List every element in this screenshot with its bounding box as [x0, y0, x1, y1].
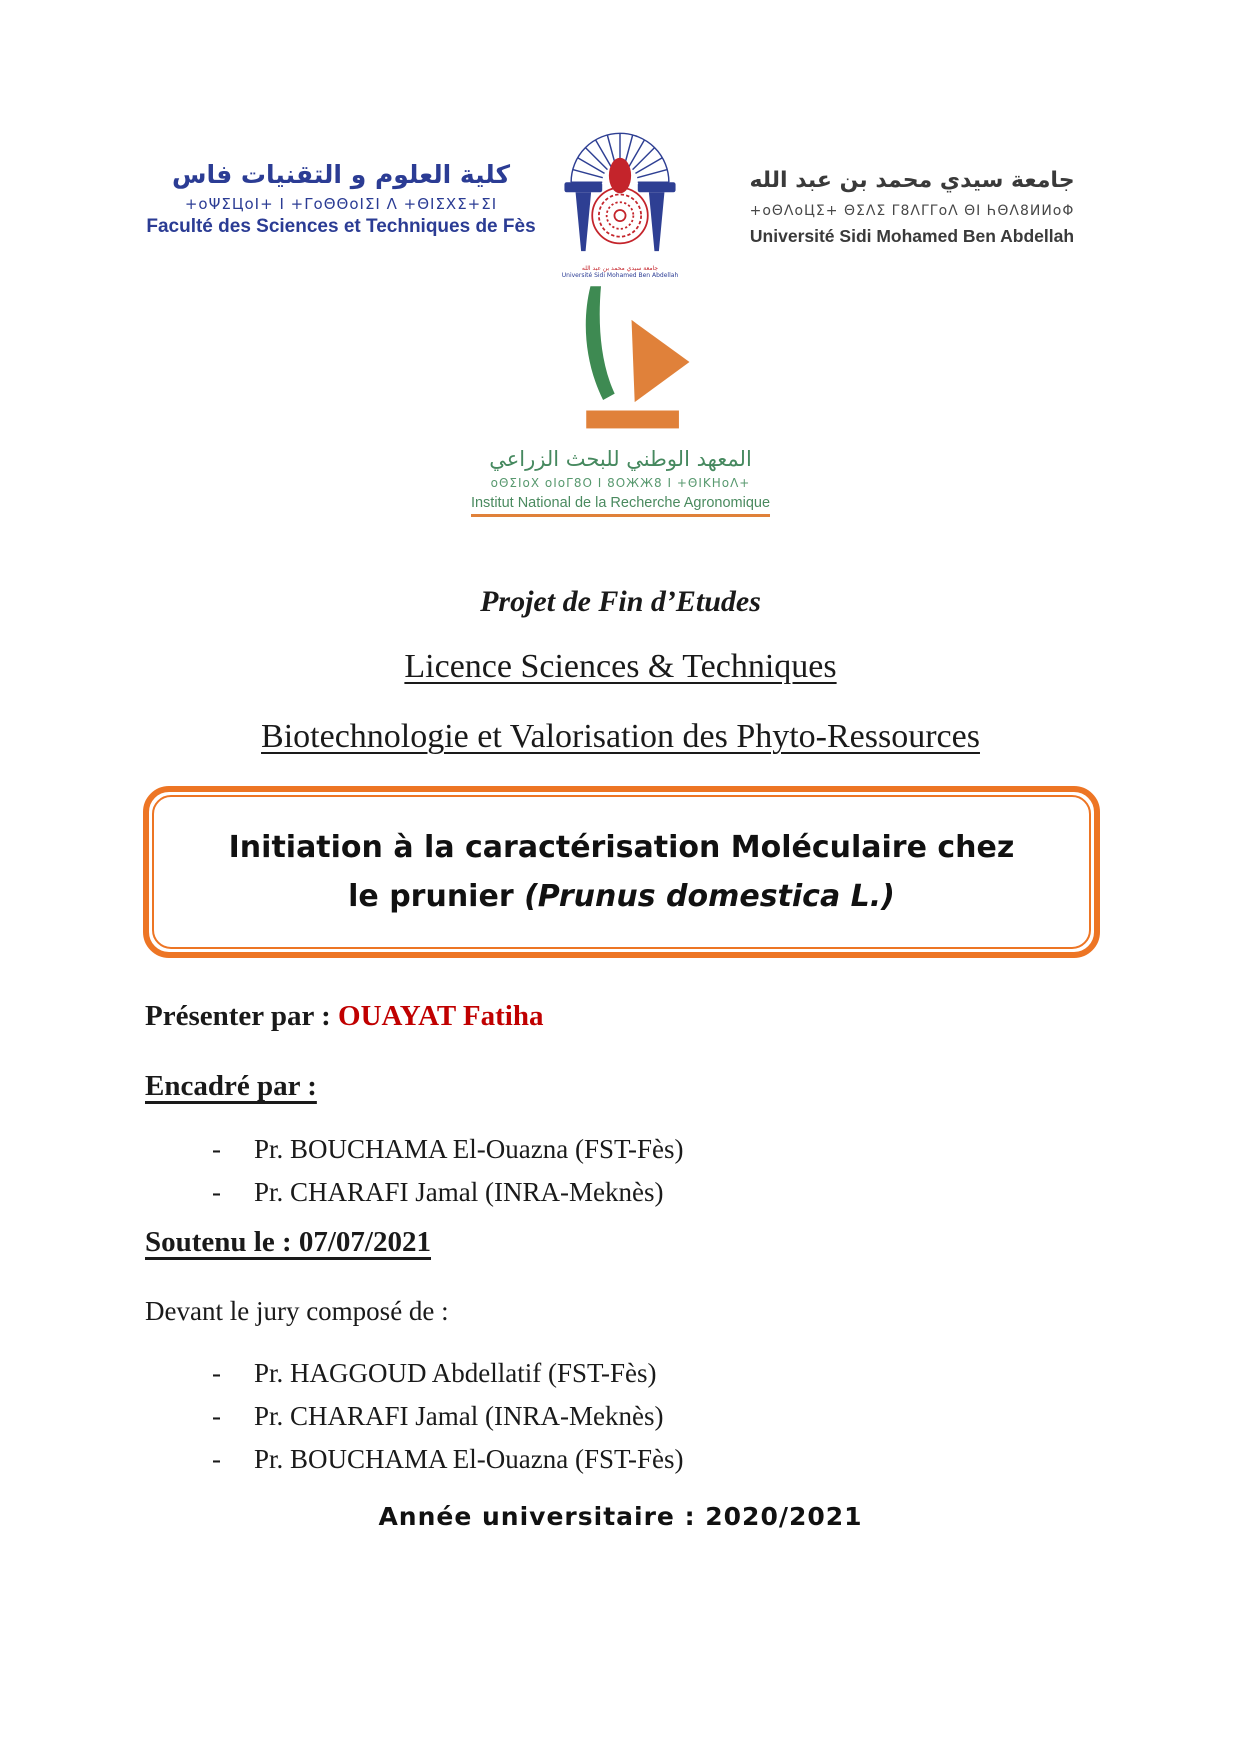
usmba-tifinagh-text: +oΘΛoЦΣ+ ΘΣΛΣ Γ8ΛΓΓoΛ ΘI ҺΘΛ8ИИoΦ	[749, 203, 1075, 219]
academic-year: Année universitaire : 2020/2021	[378, 1502, 863, 1531]
usmba-emblem-icon	[537, 120, 703, 260]
inra-arabic-text: المعهد الوطني للبحث الزراعي	[489, 447, 752, 471]
list-item	[212, 1395, 684, 1438]
jury-list	[212, 1352, 684, 1481]
usmba-arabic-text: جامعة سيدي محمد بن عبد الله	[749, 168, 1075, 193]
jury-member-name: Pr. CHARAFI Jamal (INRA-Meknès)	[254, 1401, 664, 1431]
list-item	[212, 1438, 684, 1481]
usmba-logo-block	[728, 168, 1096, 247]
fst-arabic-text: كلية العلوم و التقنيات فاس	[171, 160, 511, 189]
usmba-french-text: Université Sidi Mohamed Ben Abdellah	[749, 226, 1075, 246]
jury-intro: Devant le jury composé de :	[145, 1296, 449, 1326]
presenter-label: Présenter par :	[145, 1000, 339, 1032]
subject-title-box	[143, 786, 1100, 958]
list-item	[212, 1171, 684, 1214]
subject-line-1: Initiation à la caractérisation Moléculaire chez	[228, 830, 1015, 865]
inra-french-text: Institut National de la Recherche Agronomique	[471, 495, 770, 517]
pfe-title: Projet de Fin d’Etudes	[480, 585, 761, 618]
filiere-title: Biotechnologie et Valorisation des Phyto-Ressources	[261, 718, 980, 755]
dash-bullet: -	[212, 1134, 221, 1164]
jury-member-name: Pr. BOUCHAMA El-Ouazna (FST-Fès)	[254, 1444, 684, 1474]
presenter-name: OUAYAT Fatiha	[338, 1000, 544, 1032]
presenter-line	[145, 1000, 544, 1033]
supervisors-heading: Encadré par :	[145, 1070, 317, 1102]
dash-bullet: -	[212, 1401, 221, 1431]
fst-logo-block	[145, 160, 537, 238]
inra-logo-block	[0, 282, 1241, 517]
subject-line-2: le prunier (Prunus domestica L.)	[348, 879, 895, 914]
subject-title-inner	[152, 795, 1091, 949]
supervisor-name: Pr. BOUCHAMA El-Ouazna (FST-Fès)	[254, 1134, 684, 1164]
fst-tifinagh-text: +oΨΣЦoI+ I +ΓoΘΘoIΣI Λ +ΘIΣΧΣ+ΣI	[184, 195, 498, 213]
emblem-caption-french: Université Sidi Mohamed Ben Abdellah	[561, 272, 679, 279]
list-item	[212, 1128, 684, 1171]
dash-bullet: -	[212, 1177, 221, 1207]
dash-bullet: -	[212, 1444, 221, 1474]
inra-tifinagh-text: oΘΣIoΧ oIoΓ8Ο I 8ΟЖЖ8 I +ΘΙΚΗoΛ+	[490, 476, 751, 490]
dash-bullet: -	[212, 1358, 221, 1388]
licence-title: Licence Sciences & Techniques	[404, 648, 837, 685]
supervisors-list	[212, 1128, 684, 1214]
inra-logo-icon	[531, 282, 711, 440]
fst-french-text: Faculté des Sciences et Techniques de Fès	[146, 216, 536, 237]
subject-latin-name: (Prunus domestica L.)	[524, 879, 895, 914]
emblem-caption-arabic: جامعة سيدي محمد بن عبد الله	[581, 265, 659, 272]
defense-date-heading: Soutenu le : 07/07/2021	[145, 1226, 431, 1258]
usmba-emblem	[537, 120, 703, 278]
list-item	[212, 1352, 684, 1395]
jury-member-name: Pr. HAGGOUD Abdellatif (FST-Fès)	[254, 1358, 657, 1388]
supervisor-name: Pr. CHARAFI Jamal (INRA-Meknès)	[254, 1177, 664, 1207]
